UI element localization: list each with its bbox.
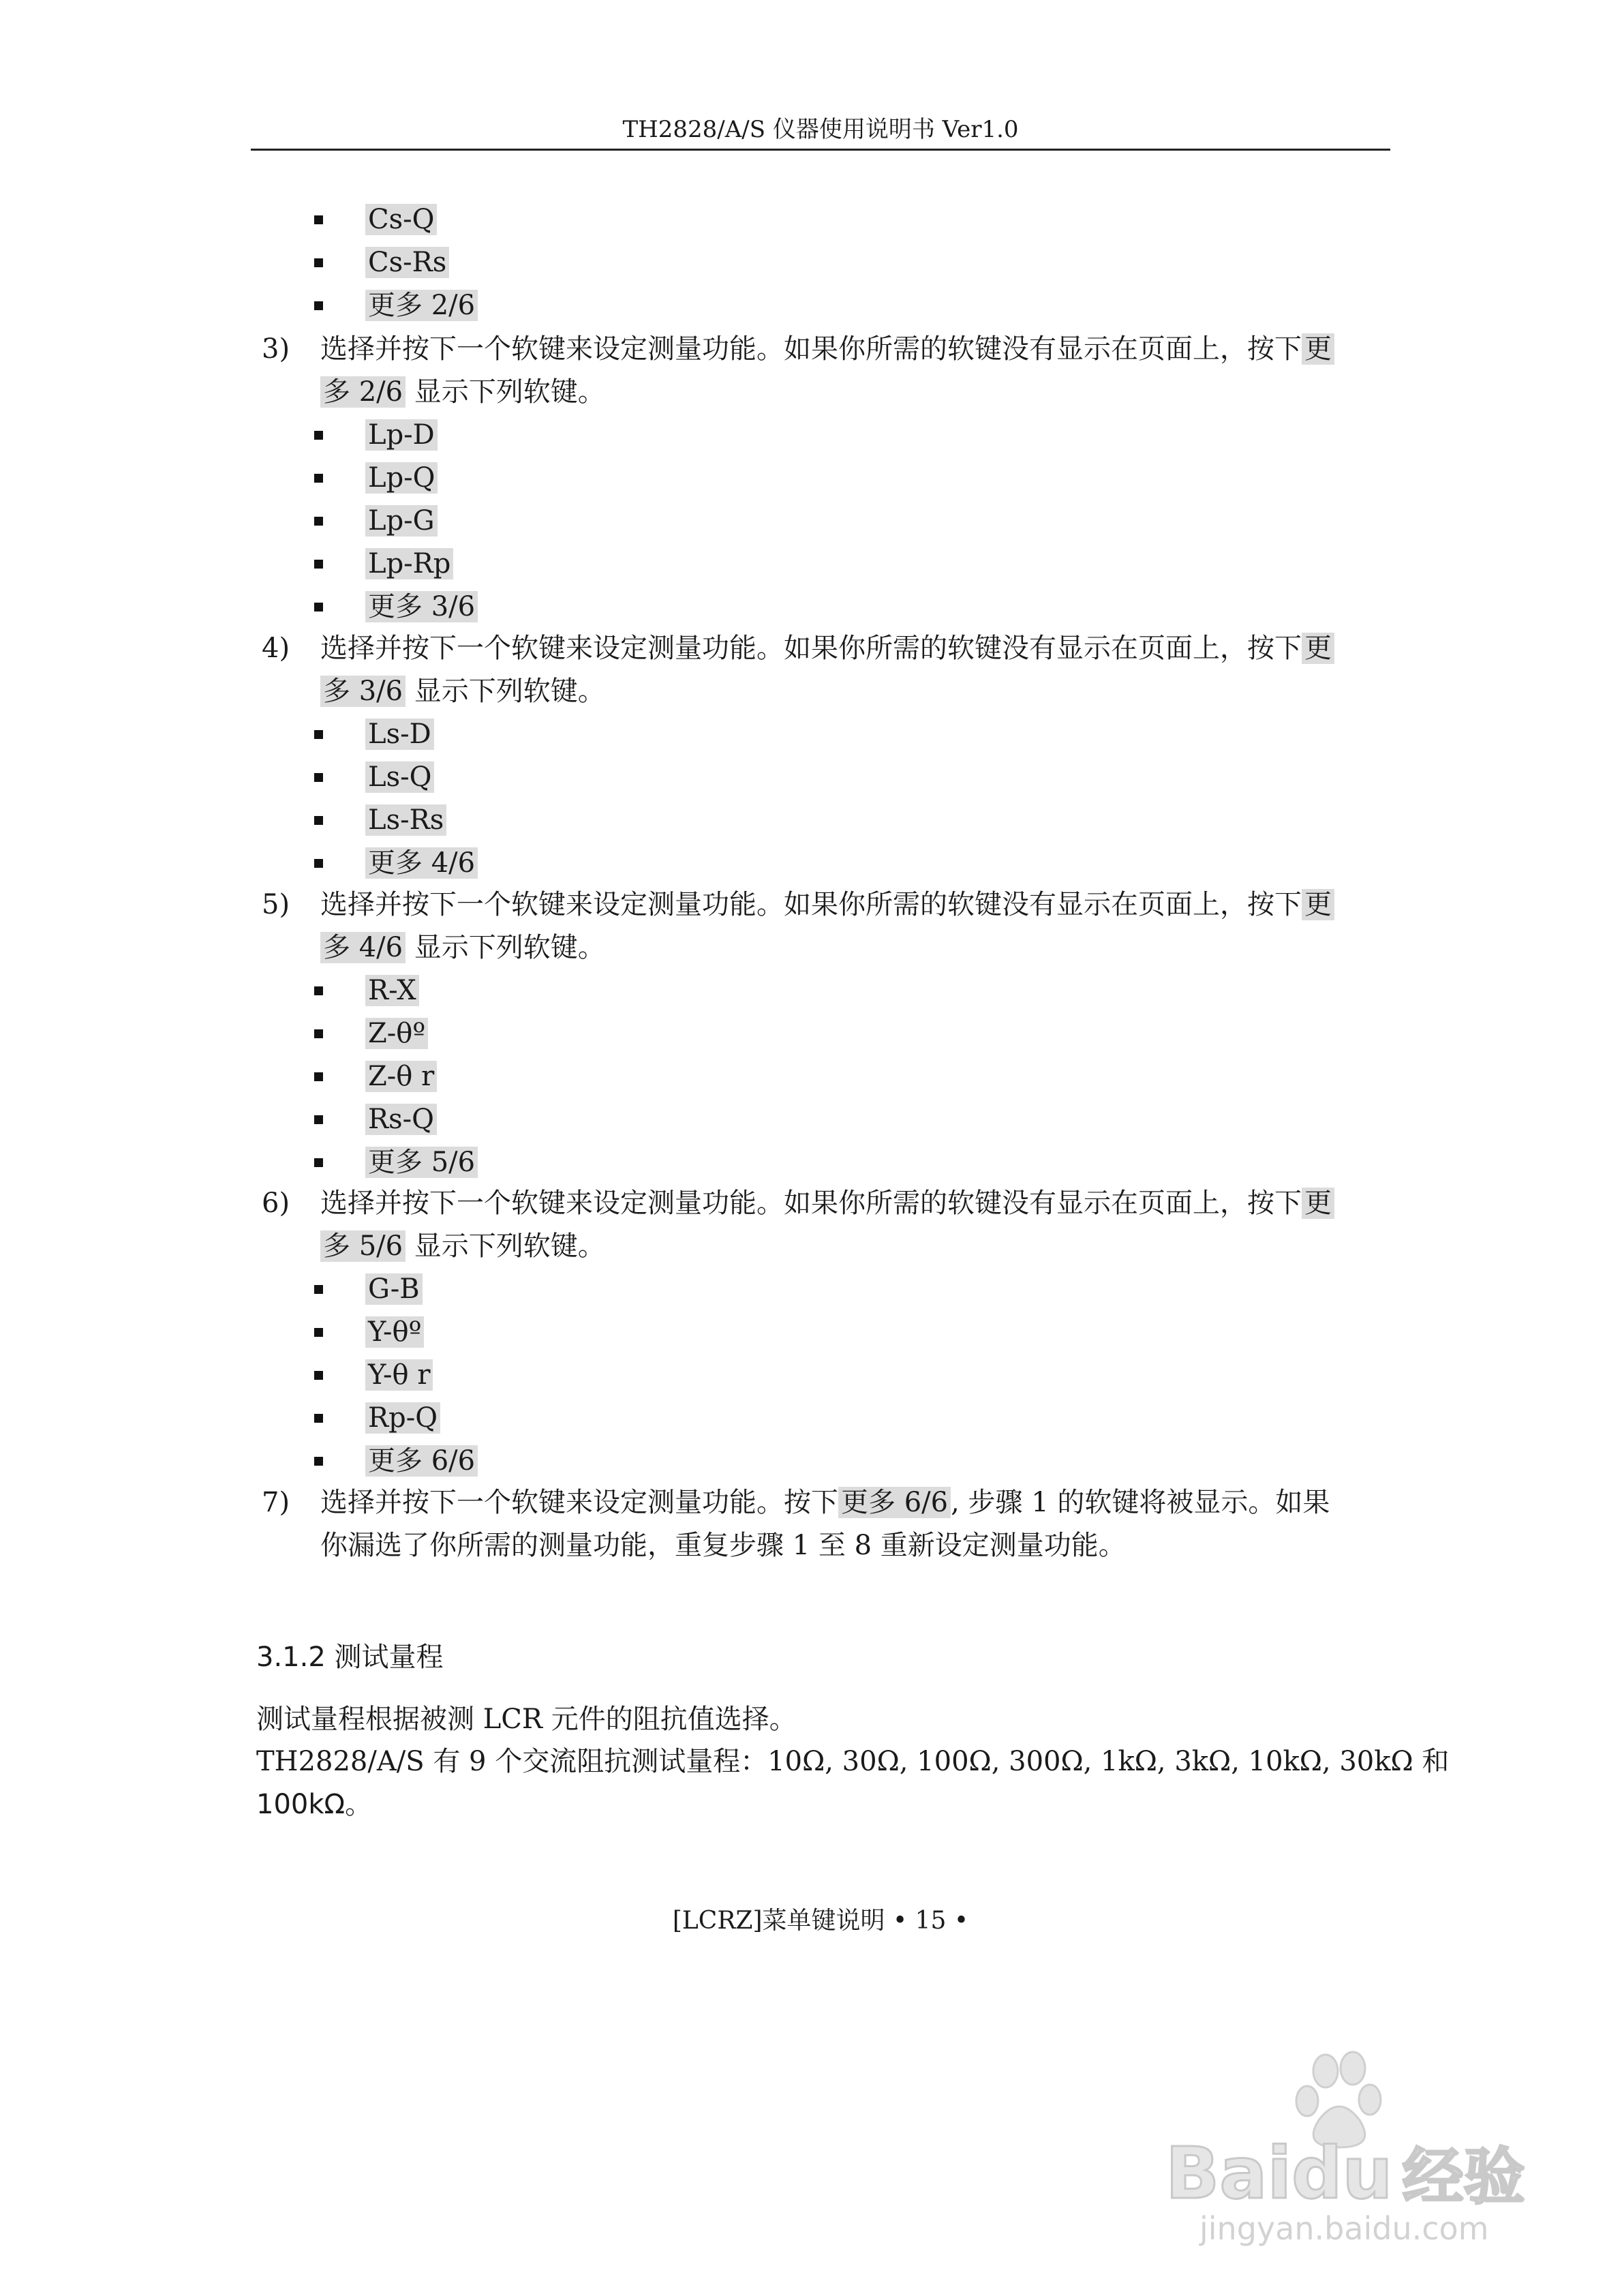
softkey-item: 更多 5/6	[365, 1144, 478, 1181]
bullet-marker	[314, 1285, 323, 1294]
softkey-item: 更多 2/6	[365, 287, 478, 324]
bullet-marker	[314, 816, 323, 825]
softkey-item: R-X	[365, 972, 419, 1009]
bullet-marker	[314, 859, 323, 868]
step-text: 选择并按下一个软键来设定测量功能。如果你所需的软键没有显示在页面上，按下 更	[320, 630, 1334, 667]
bullet-marker	[314, 474, 323, 483]
step-number: 4)	[262, 633, 290, 664]
section-paragraph: TH2828/A/S 有 9 个交流阻抗测试量程：10Ω, 30Ω, 100Ω, 300Ω, 1kΩ, 3kΩ, 10kΩ, 30kΩ 和	[256, 1746, 1450, 1777]
watermark-url: jingyan.baidu.com	[1199, 2210, 1489, 2247]
section-heading: 3.1.2 测试量程	[256, 1642, 444, 1673]
page-footer: [LCRZ]菜单键说明 • 15 •	[672, 1907, 969, 1935]
bullet-marker	[314, 258, 323, 267]
section-paragraph: 100kΩ。	[256, 1789, 373, 1820]
step-text: 选择并按下一个软键来设定测量功能。如果你所需的软键没有显示在页面上，按下 更	[320, 1185, 1334, 1222]
watermark-tag: 经验	[1402, 2141, 1525, 2213]
bullet-marker	[314, 1414, 323, 1423]
step-text-cont: 多 3/6 显示下列软键。	[320, 673, 605, 710]
bullet-marker	[314, 773, 323, 782]
step-text: 选择并按下一个软键来设定测量功能。如果你所需的软键没有显示在页面上，按下 更	[320, 886, 1334, 923]
bullet-marker	[314, 1029, 323, 1038]
bullet-marker	[314, 1158, 323, 1167]
softkey-item: Ls-Rs	[365, 802, 446, 839]
softkey-item: Y-θ r	[365, 1357, 433, 1393]
bullet-marker	[314, 730, 323, 739]
softkey-item: Lp-Q	[365, 459, 438, 496]
softkey-item: Ls-D	[365, 716, 434, 753]
step-text-cont: 多 4/6 显示下列软键。	[320, 929, 605, 966]
step-number: 7)	[262, 1487, 290, 1518]
bullet-marker	[314, 1371, 323, 1380]
watermark-brand-2: du	[1291, 2132, 1393, 2215]
bullet-marker	[314, 603, 323, 611]
step-text: 选择并按下一个软键来设定测量功能。按下 更多 6/6 , 步骤 1 的软键将被显示。如果	[320, 1487, 1330, 1518]
page-header: TH2828/A/S 仪器使用说明书 Ver1.0	[622, 116, 1019, 143]
softkey-item: G-B	[365, 1271, 423, 1308]
step-number: 6)	[262, 1188, 290, 1219]
softkey-item: Cs-Q	[365, 201, 437, 238]
bullet-marker	[314, 431, 323, 440]
softkey-item: Lp-Rp	[365, 545, 453, 582]
baidu-watermark	[1159, 2045, 1540, 2250]
step-text-cont: 你漏选了你所需的测量功能，重复步骤 1 至 8 重新设定测量功能。	[320, 1530, 1126, 1561]
softkey-item: Cs-Rs	[365, 244, 449, 281]
step-number: 5)	[262, 889, 290, 920]
bullet-marker	[314, 1072, 323, 1081]
step-text-cont: 多 2/6 显示下列软键。	[320, 374, 605, 410]
softkey-item: Lp-G	[365, 502, 438, 539]
softkey-item: 更多 4/6	[365, 845, 478, 881]
section-paragraph: 测试量程根据被测 LCR 元件的阻抗值选择。	[256, 1704, 797, 1735]
header-divider	[251, 149, 1390, 151]
bullet-marker	[314, 986, 323, 995]
softkey-item: Z-θº	[365, 1015, 428, 1052]
softkey-item: 更多 6/6	[365, 1442, 478, 1479]
watermark-brand: Bai	[1165, 2132, 1292, 2215]
bullet-marker	[314, 301, 323, 310]
softkey-item: Ls-Q	[365, 759, 434, 796]
step-number: 3)	[262, 333, 290, 365]
bullet-marker	[314, 1115, 323, 1124]
bullet-marker	[314, 1328, 323, 1337]
step-text: 选择并按下一个软键来设定测量功能。如果你所需的软键没有显示在页面上，按下 更	[320, 331, 1334, 367]
softkey-item: Rp-Q	[365, 1400, 440, 1436]
softkey-item: Lp-D	[365, 417, 438, 453]
bullet-marker	[314, 517, 323, 526]
bullet-marker	[314, 1457, 323, 1466]
softkey-item: Y-θº	[365, 1314, 424, 1350]
step-text-cont: 多 5/6 显示下列软键。	[320, 1228, 605, 1265]
bullet-marker	[314, 215, 323, 224]
softkey-item: Z-θ r	[365, 1058, 437, 1095]
softkey-item: Rs-Q	[365, 1101, 437, 1138]
bullet-marker	[314, 560, 323, 569]
softkey-item: 更多 3/6	[365, 588, 478, 625]
